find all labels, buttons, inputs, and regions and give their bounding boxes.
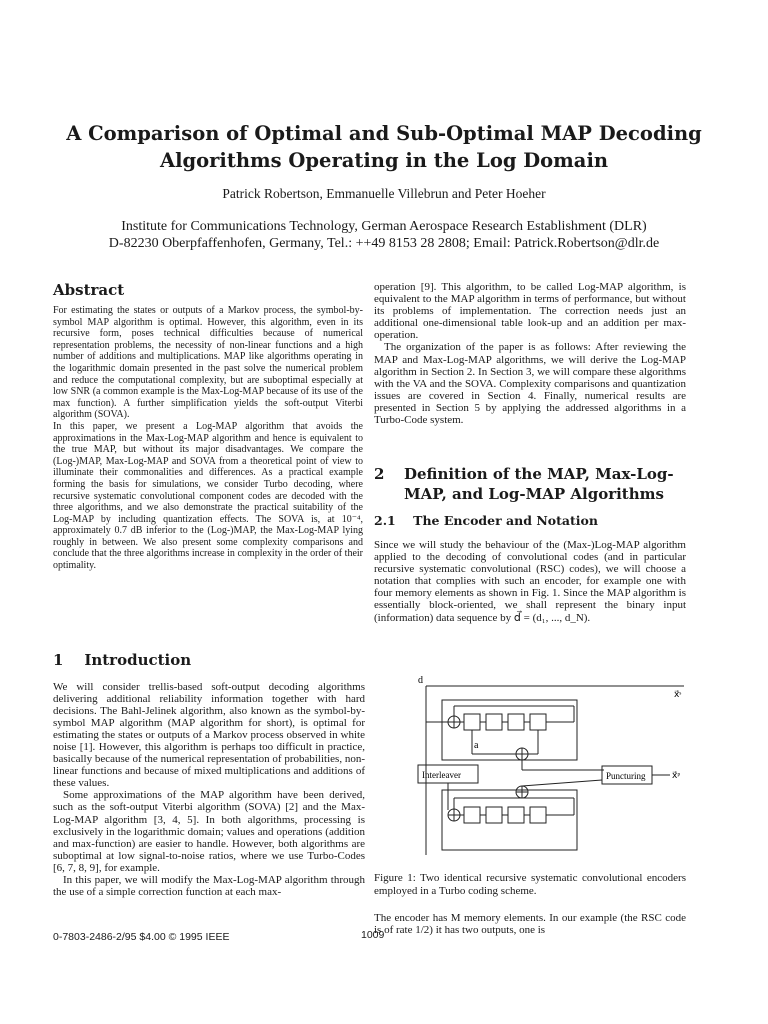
figure-node-label: a [474,740,479,751]
lower-encoder-frame [442,790,577,850]
title-line-1: A Comparison of Optimal and Sub-Optimal MAP Decoding [66,122,702,145]
affiliation-line-2: D-82230 Oberpfaffenhofen, Germany, Tel.: ++49 8153 28 2808; Email: Patrick.Robertson@dlr.de [108,236,660,251]
affiliation-line-1: Institute for Communications Technology, German Aerospace Research Establishment (DLR) [121,219,647,234]
figure-interleaver-label: Interleaver [422,770,461,780]
figure-1-encoder-diagram [374,670,694,865]
upper-memory-2 [486,714,502,730]
intro-paragraph-1: We will consider trellis-based soft-output decoding algorithms delivering additional reliability information together with hard decisions. The Bahl-Jelinek algorithm, also known as the symbol-by-symbol MAP algorithm (MAP algorithm for short), is optimal for estimating the states or outputs of a Markov process observed in white noise [1]. However, this algorithm is perhaps too difficult in practice, basically because of the numerical representation of probabilities, non-linear functions and because of mixed multiplications and additions of these values. [53,681,365,790]
section-2-number: 2 [374,465,385,483]
intro-body [53,681,365,898]
lower-memory-2 [486,807,502,823]
subsection-2-1-number: 2.1 [374,513,396,528]
upper-memory-1 [464,714,480,730]
subsection-2-1-title: The Encoder and Notation [413,513,598,528]
lower-memory-1 [464,807,480,823]
right-paragraph-1: operation [9]. This algorithm, to be called Log-MAP algorithm, is equivalent to the MAP algorithm in terms of performance, but without its problems of implementation. The correction needs just an additional one-dimensional table look-up and an addition per max-operation. [374,281,686,342]
subsection-2-1-heading [374,513,598,528]
lower-memory-4 [530,807,546,823]
section-2-title-line-1: Definition of the MAP, Max-Log- [404,465,674,483]
intro-paragraph-3: In this paper, we will modify the Max-Log-MAP algorithm through the use of a simple correction function at each max- [53,873,365,898]
affiliation [40,218,728,252]
right-paragraph-4: The encoder has M memory elements. In our example (the RSC code is of rate 1/2) it has two outputs, one is [374,912,686,937]
lower-memory-3 [508,807,524,823]
right-column-top [374,281,686,426]
figure-input-label: d [418,675,423,686]
upper-memory-4 [530,714,546,730]
abstract-paragraph-2: In this paper, we present a Log-MAP algorithm that avoids the approximations in the Max-Log-MAP algorithm and hence is equivalent to the true MAP, but without its major disadvantages. We compare the (Log-)MAP, Max-Log-MAP and SOVA from a theoretical point of view to illuminate their commonalities and differences. As a practical example forming the basis for simulations, we consider Turbo decoding, where recursive systematic convolutional component codes are decoded with the three algorithms, and we also demonstrate the practical suitability of the Log-MAP by including quantization effects. The SOVA is, at 10⁻⁴, approximately 0.7 dB inferior to the (Log-)MAP, the Max-Log-MAP lying roughly in between. We also present some complexity comparisons and conclude that the three algorithms increase in complexity in the order of their optimality. [53,420,363,572]
title-line-2: Algorithms Operating in the Log Domain [159,149,609,172]
abstract-paragraph-1: For estimating the states or outputs of a Markov process, the symbol-by-symbol MAP algorithm is optimal. However, this algorithm, even in its recursive form, poses technical difficulties because of numerical representation problems, the necessity of non-linear functions and a high number of additions and multiplications. MAP like algorithms operating in the logarithmic domain presented in the past solve the numerical problem and reduce the computational complexity, but are suboptimal especially at low SNR (a common example is the Max-Log-MAP because of its use of the max function). A further simplification yields the soft-output Viterbi algorithm (SOVA). [53,305,363,421]
footer-copyright: 0-7803-2486-2/95 $4.00 © 1995 IEEE [53,931,230,943]
figure-puncturing-label: Puncturing [606,771,646,781]
intro-title: Introduction [84,651,192,669]
intro-paragraph-2: Some approximations of the MAP algorithm have been derived, such as the soft-output Viterbi algorithm (SOVA) [2] and the Max-Log-MAP algorithm [3, 4, 5]. In both algorithms, processing is exclusively in the logarithmic domain; values and operations (addition and max-function) are easier to handle. However, both algorithms are suboptimal at low signal-to-noise ratios, where we use Turbo-Codes [6, 7, 8, 9], for example. [53,789,365,874]
upper-memory-3 [508,714,524,730]
intro-number: 1 [53,651,64,669]
figure-parity-output-label: x⃗ᵖ [672,770,681,780]
abstract-body [53,305,363,572]
right-paragraph-3: Since we will study the behaviour of the (Max-)Log-MAP algorithm applied to the decoding of convolutional codes (and in particular recursive systematic convolutional (RSC) codes), we will choose a notation that complies with such an encoder, for example one with four memory elements as shown in Fig. 1. Since the MAP algorithm is essentially block-oriented, we shall represent the binary input (information) data sequence by d⃗ = (d₁, ..., d_N). [374,539,686,624]
figure-systematic-output-label: x⃗ˢ [674,689,682,699]
page-number: 1009 [361,929,385,941]
authors: Patrick Robertson, Emmanuelle Villebrun and Peter Hoeher [222,186,546,201]
paper-title [40,120,728,174]
section-2-title-line-2: MAP, and Log-MAP Algorithms [404,485,664,503]
right-paragraph-2: The organization of the paper is as follows: After reviewing the MAP and Max-Log-MAP algorithms, we will derive the Log-MAP algorithm in Section 2. In Section 3, we will compare these algorithms with the VA and the SOVA. Complexity comparisons and quantization issues are covered in Section 4. Finally, numerical results are presented in Section 5 by applying the addressed algorithms in a Turbo-Code system. [374,341,686,427]
intro-heading [53,650,191,670]
section-2-heading [374,464,686,504]
figure-1-caption: Figure 1: Two identical recursive systematic convolutional encoders employed in a Turbo coding scheme. [374,872,686,897]
abstract-heading: Abstract [53,281,125,299]
